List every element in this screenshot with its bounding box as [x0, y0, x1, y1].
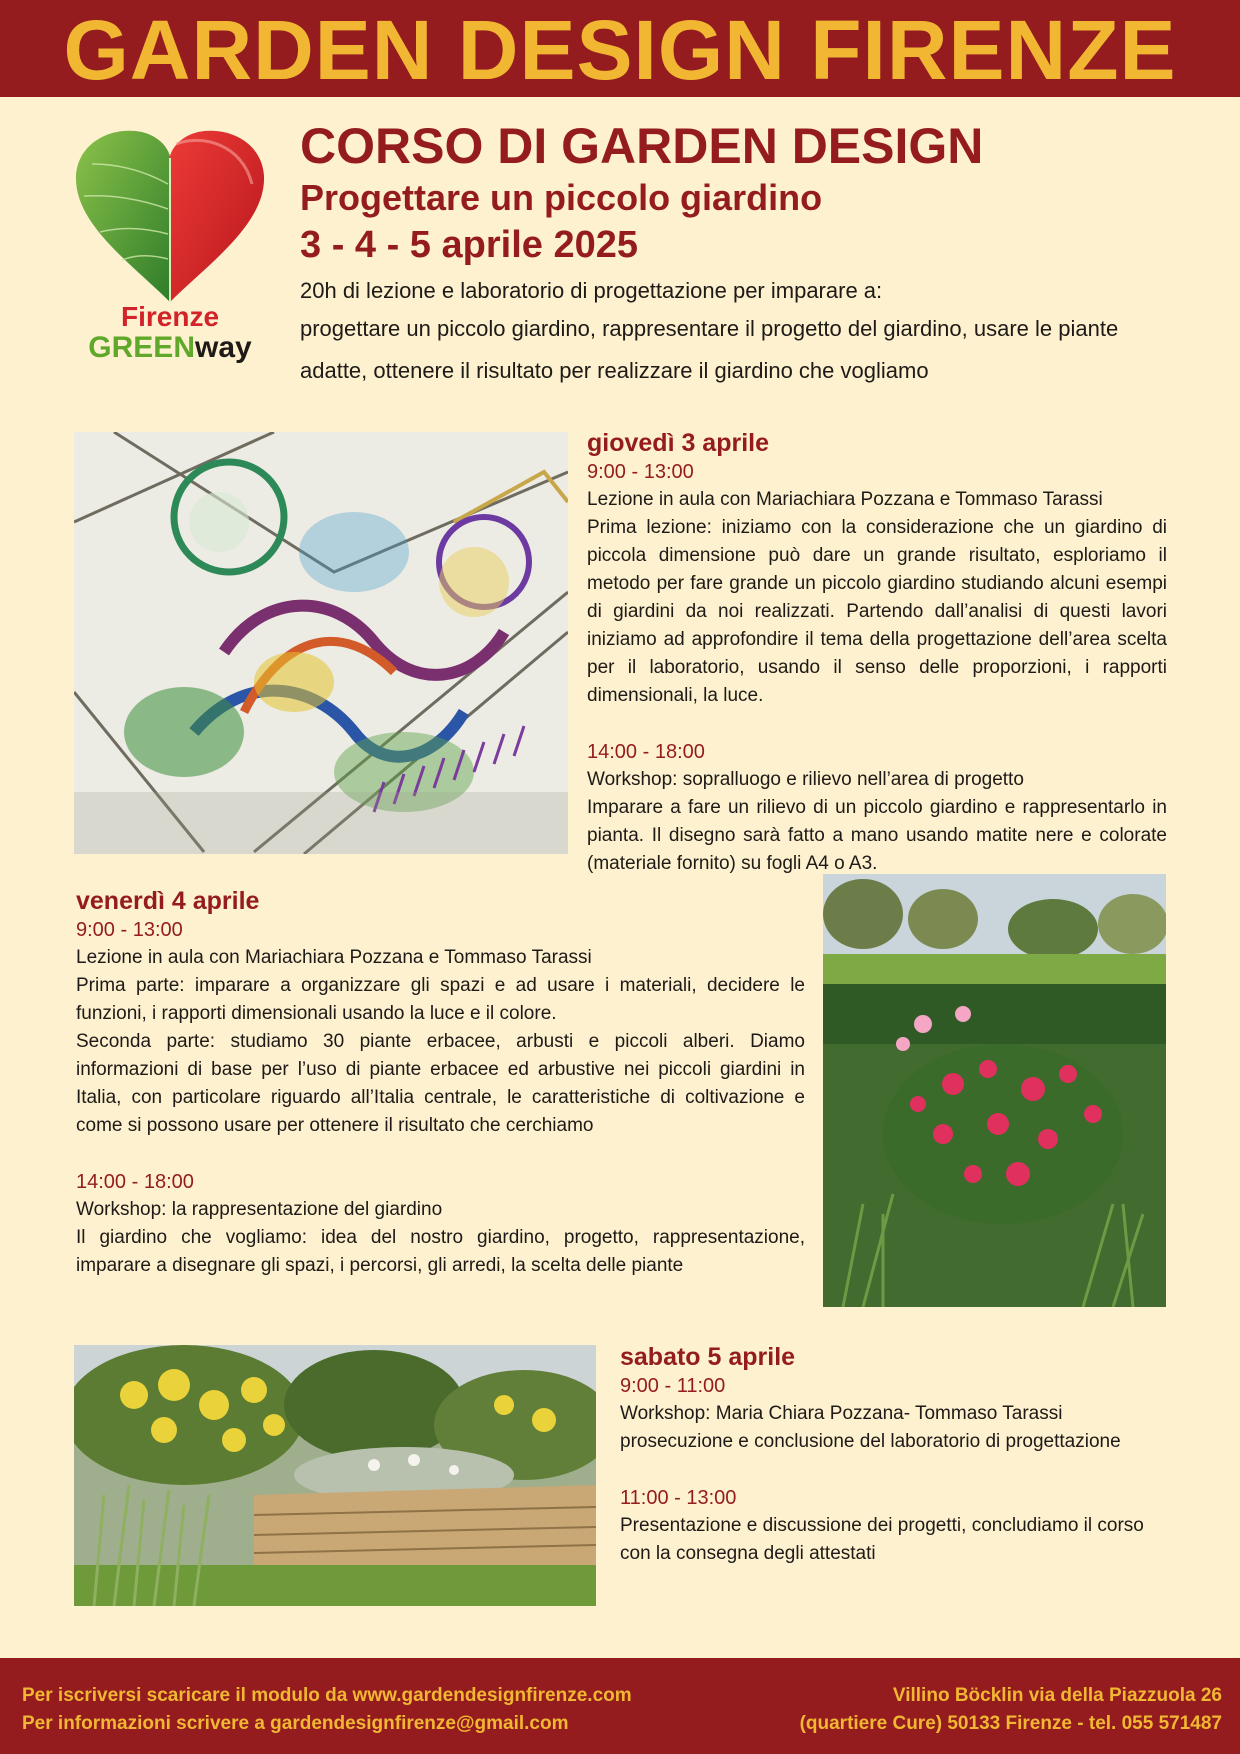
firenze-greenway-logo [72, 124, 268, 374]
course-header [300, 118, 1200, 392]
garden-sketch-photo [74, 432, 568, 854]
session-speakers: Lezione in aula con Mariachiara Pozzana e Tommaso Tarassi [587, 489, 1103, 510]
course-intro-2: progettare un piccolo giardino, rappresentare il progetto del giardino, usare le piante [300, 316, 1119, 341]
session-description: prosecuzione e conclusione del laboratorio di progettazione [620, 1431, 1121, 1452]
session-description: Prima parte: imparare a organizzare gli spazi e ad usare i materiali, decidere le funzioni, i rapporti dimensionali usando la luce e il colore. [76, 975, 805, 1024]
time-slot: 9:00 - 11:00 [620, 1375, 726, 1397]
time-slot: 11:00 - 13:00 [620, 1487, 737, 1509]
time-slot: 9:00 - 13:00 [587, 461, 694, 483]
day-heading: venerdì 4 aprile [76, 887, 260, 915]
time-slot: 14:00 - 18:00 [587, 741, 705, 763]
heart-leaf-icon [72, 124, 268, 304]
day-heading: giovedì 3 aprile [587, 429, 770, 457]
session-description: Presentazione e discussione dei progetti, concludiamo il corso con la consegna degli attestati [620, 1515, 1144, 1564]
course-title: CORSO DI GARDEN DESIGN [300, 118, 984, 174]
address-phone-line: (quartiere Cure) 50133 Firenze - tel. 055 571487 [799, 1713, 1222, 1734]
session-description: Il giardino che vogliamo: idea del nostro giardino, progetto, rappresentazione, imparare a disegnare gli spazi, i percorsi, gli arredi, la scelta delle piante [76, 1227, 805, 1276]
session-description: Prima lezione: iniziamo con la considerazione che un giardino di piccola dimensione può dare un grande risultato, esploriamo il metodo per fare grande un piccolo giardino studiando alcuni esempi di giardini da noi realizzati. Partendo dall’analisi di questi lavori iniziamo ad approfondire il tema della progettazione dell’area scelta per il laboratorio, usando il senso delle proporzioni, i rapporti dimensionali, la luce. [587, 517, 1167, 706]
stone-wall-garden-photo [74, 1345, 596, 1606]
footer-bar [0, 1658, 1240, 1754]
logo-text-green: GREEN [88, 331, 195, 364]
time-slot: 9:00 - 13:00 [76, 919, 183, 941]
footer-contact [22, 1682, 632, 1738]
session-description: Seconda parte: studiamo 30 piante erbacee, arbusti e piccoli alberi. Diamo informazioni di base per l’uso di piante erbacee ed arbustive nei piccoli giardini in Italia, con particolare riguardo all’Italia centrale, le caratteristiche di coltivazione e come si possono usare per ottenere il risultato che cerchiamo [76, 1031, 805, 1136]
registration-info: Per iscriversi scaricare il modulo da www.gardendesignfirenze.com [22, 1685, 632, 1706]
page-title: GARDEN DESIGN FIRENZE [63, 3, 1177, 97]
friday-schedule [76, 886, 805, 1280]
address-line: Villino Böcklin via della Piazzuola 26 [892, 1685, 1222, 1706]
session-description: Imparare a fare un rilievo di un piccolo giardino e rappresentarlo in pianta. Il disegno sarà fatto a mano usando matite nere e colorate (materiale fornito) su fogli A4 o A3. [587, 797, 1167, 874]
course-dates: 3 - 4 - 5 aprile 2025 [300, 224, 638, 266]
session-title: Workshop: la rappresentazione del giardino [76, 1199, 443, 1220]
saturday-schedule [620, 1342, 1170, 1568]
peony-garden-photo [823, 874, 1166, 1307]
course-intro-1: 20h di lezione e laboratorio di progettazione per imparare a: [300, 278, 883, 303]
course-intro-3: adatte, ottenere il risultato per realizzare il giardino che vogliamo [300, 358, 929, 383]
email-info: Per informazioni scrivere a gardendesignfirenze@gmail.com [22, 1713, 569, 1734]
footer-address [800, 1682, 1222, 1738]
logo-text-greenway [72, 332, 268, 364]
session-speakers: Workshop: Maria Chiara Pozzana- Tommaso Tarassi [620, 1403, 1063, 1424]
time-slot: 14:00 - 18:00 [76, 1171, 194, 1193]
course-subtitle: Progettare un piccolo giardino [300, 177, 823, 218]
header-banner [0, 0, 1240, 97]
day-heading: sabato 5 aprile [620, 1343, 796, 1371]
thursday-schedule [587, 428, 1167, 878]
session-speakers: Lezione in aula con Mariachiara Pozzana e Tommaso Tarassi [76, 947, 592, 968]
logo-text-firenze: Firenze [120, 301, 220, 332]
session-title: Workshop: sopralluogo e rilievo nell’area di progetto [587, 769, 1024, 790]
logo-text-way: way [194, 331, 252, 364]
